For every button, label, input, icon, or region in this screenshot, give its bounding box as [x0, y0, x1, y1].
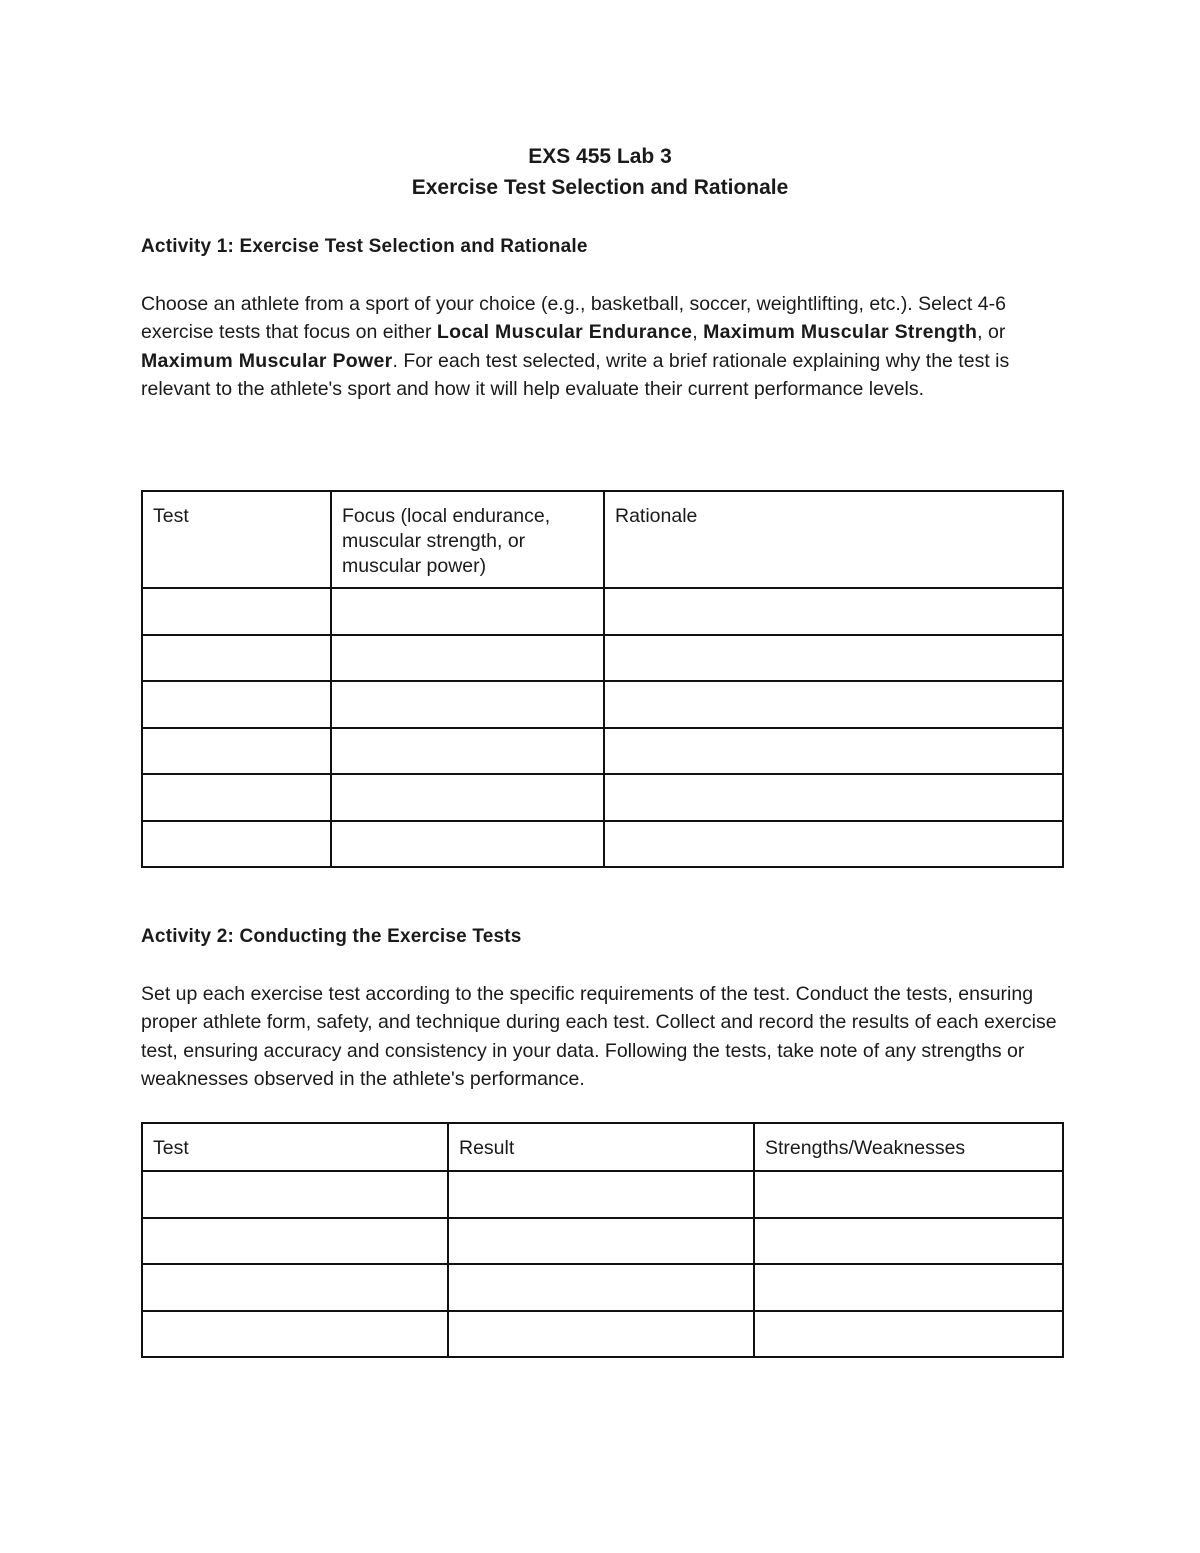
test-cell[interactable]	[142, 635, 331, 682]
table-row	[142, 635, 1063, 682]
table-row	[142, 821, 1063, 868]
result-cell[interactable]	[448, 1264, 754, 1311]
test-cell[interactable]	[142, 681, 331, 728]
test-cell[interactable]	[142, 1264, 448, 1311]
header-test: Test	[142, 491, 331, 588]
focus-cell[interactable]	[331, 728, 604, 775]
table-header-row	[142, 1123, 1063, 1171]
rationale-cell[interactable]	[604, 635, 1063, 682]
rationale-cell[interactable]	[604, 821, 1063, 868]
activity1-text-part1: Choose an athlete from a sport of your choice (e.g., basketball, soccer, weightlifting, etc.). Select 4-6 exercise tests that focus on either	[141, 293, 1006, 344]
focus-cell[interactable]	[331, 681, 604, 728]
strengths-weaknesses-cell[interactable]	[754, 1218, 1063, 1265]
header-result: Result	[448, 1123, 754, 1171]
activity1-separator-1: ,	[692, 321, 704, 344]
test-results-table	[141, 1122, 1064, 1358]
header-strengths-weaknesses: Strengths/Weaknesses	[754, 1123, 1063, 1171]
header-rationale: Rationale	[604, 491, 1063, 588]
focus-cell[interactable]	[331, 821, 604, 868]
document-title	[0, 141, 1200, 203]
activity1-separator-2: , or	[977, 321, 1006, 344]
result-cell[interactable]	[448, 1218, 754, 1265]
result-cell[interactable]	[448, 1311, 754, 1358]
activity1-text-part2: . For each test selected, write a brief rationale explaining why the test is relevant to the athlete's sport and how it will help evaluate their current performance levels.	[141, 349, 1010, 401]
activity1-instructions	[141, 290, 1071, 404]
table-row	[142, 1171, 1063, 1218]
title-line-1: EXS 455 Lab 3	[528, 145, 672, 168]
activity2-heading: Activity 2: Conducting the Exercise Tests	[141, 926, 522, 947]
title-line-2: Exercise Test Selection and Rationale	[411, 176, 789, 199]
table-row	[142, 1218, 1063, 1265]
test-cell[interactable]	[142, 588, 331, 635]
activity1-bold-max-power: Maximum Muscular Power	[141, 349, 393, 372]
result-cell[interactable]	[448, 1171, 754, 1218]
activity1-bold-local-endurance: Local Muscular Endurance	[436, 321, 693, 344]
strengths-weaknesses-cell[interactable]	[754, 1264, 1063, 1311]
header-test: Test	[142, 1123, 448, 1171]
activity1-bold-max-strength: Maximum Muscular Strength	[703, 321, 978, 344]
header-focus: Focus (local endurance, muscular strength, or muscular power)	[331, 491, 604, 588]
test-cell[interactable]	[142, 1218, 448, 1265]
test-cell[interactable]	[142, 821, 331, 868]
strengths-weaknesses-cell[interactable]	[754, 1171, 1063, 1218]
strengths-weaknesses-cell[interactable]	[754, 1311, 1063, 1358]
test-cell[interactable]	[142, 774, 331, 821]
rationale-cell[interactable]	[604, 774, 1063, 821]
focus-cell[interactable]	[331, 588, 604, 635]
table-row	[142, 681, 1063, 728]
activity1-heading: Activity 1: Exercise Test Selection and Rationale	[141, 236, 588, 257]
table-row	[142, 588, 1063, 635]
table-header-row	[142, 491, 1063, 588]
test-selection-table	[141, 490, 1064, 868]
rationale-cell[interactable]	[604, 728, 1063, 775]
test-cell[interactable]	[142, 1171, 448, 1218]
rationale-cell[interactable]	[604, 588, 1063, 635]
rationale-cell[interactable]	[604, 681, 1063, 728]
test-cell[interactable]	[142, 1311, 448, 1358]
table-row	[142, 774, 1063, 821]
table-row	[142, 1264, 1063, 1311]
table-row	[142, 728, 1063, 775]
activity2-instructions: Set up each exercise test according to the specific requirements of the test. Conduct the tests, ensuring proper athlete form, safety, and technique during each test. Collect and record the results of each exercise test, ensuring accuracy and consistency in your data. Following the tests, take note of any strengths or weaknesses observed in the athlete's performance.	[141, 983, 1057, 1091]
focus-cell[interactable]	[331, 774, 604, 821]
table-row	[142, 1311, 1063, 1358]
focus-cell[interactable]	[331, 635, 604, 682]
test-cell[interactable]	[142, 728, 331, 775]
